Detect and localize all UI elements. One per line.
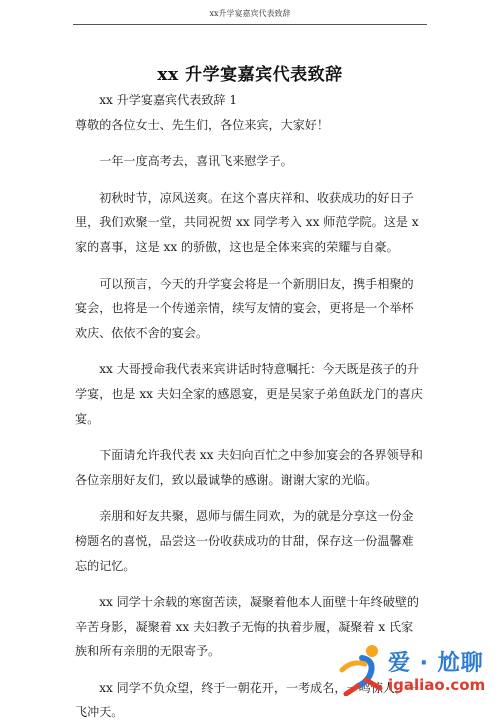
paragraph: 一年一度高考去，喜讯飞来慰学子。 <box>99 154 293 169</box>
header-rule <box>73 24 427 25</box>
page-header-label: xx升学宴嘉宾代表致辞 <box>209 9 291 18</box>
greeting-paragraph: 尊敬的各位女士、先生们，各位来宾，大家好！ <box>75 117 329 132</box>
paragraph: 亲朋和好友共聚，恩师与儒生同欢，为的就是分享这一份金榜题名的喜悦，品尝这一份收获成功的甘甜，保存这一份温馨难忘的记忆。 <box>75 509 414 573</box>
document-title: xx 升学宴嘉宾代表致辞 <box>157 65 343 85</box>
site-watermark <box>338 640 498 700</box>
paragraph: xx 同学不负众望，终于一朝花开，一考成名，一鸣惊人，一飞冲天。 <box>75 680 420 720</box>
watermark-url: igaliao.com <box>388 676 486 694</box>
paragraph: 可以预言，今天的升学宴会将是一个新朋旧友，携手相聚的宴会，也将是一个传递亲情，续写友情的宴会，更将是一个举杯欢庆、依依不舍的宴会。 <box>75 276 414 340</box>
document-body <box>75 88 425 725</box>
paragraph: xx 大哥授命我代表来宾讲话时特意嘱托：今天既是孩子的升学宴，也是 xx 夫妇全家的感恩宴，更是吴家子弟鱼跃龙门的喜庆宴。 <box>75 362 423 426</box>
subtitle-line: xx 升学宴嘉宾代表致辞 1 <box>99 93 238 107</box>
paragraph: 初秋时节，凉风送爽。在这个喜庆祥和、收获成功的好日子里，我们欢聚一堂，共同祝贺 xx 同学考入 xx 师范学院。这是 x 家的喜事，这是 xx 的骄傲，这也是全体来宾的荣耀与自豪。 <box>75 190 419 254</box>
paragraph: xx 同学十余载的寒窗苦读，凝聚着他本人面壁十年终破壁的辛苦身影，凝聚着 xx 夫妇教子无悔的执着步履，凝聚着 x 氏家族和所有亲朋的无限寄予。 <box>75 595 420 659</box>
watermark-name: 爱 · 尬聊 <box>388 651 484 676</box>
runner-logo-icon <box>338 644 384 696</box>
paragraph: 下面请允许我代表 xx 夫妇向百忙之中参加宴会的各界领导和各位亲朋好友们，致以最诚挚的感谢。谢谢大家的光临。 <box>75 448 423 487</box>
